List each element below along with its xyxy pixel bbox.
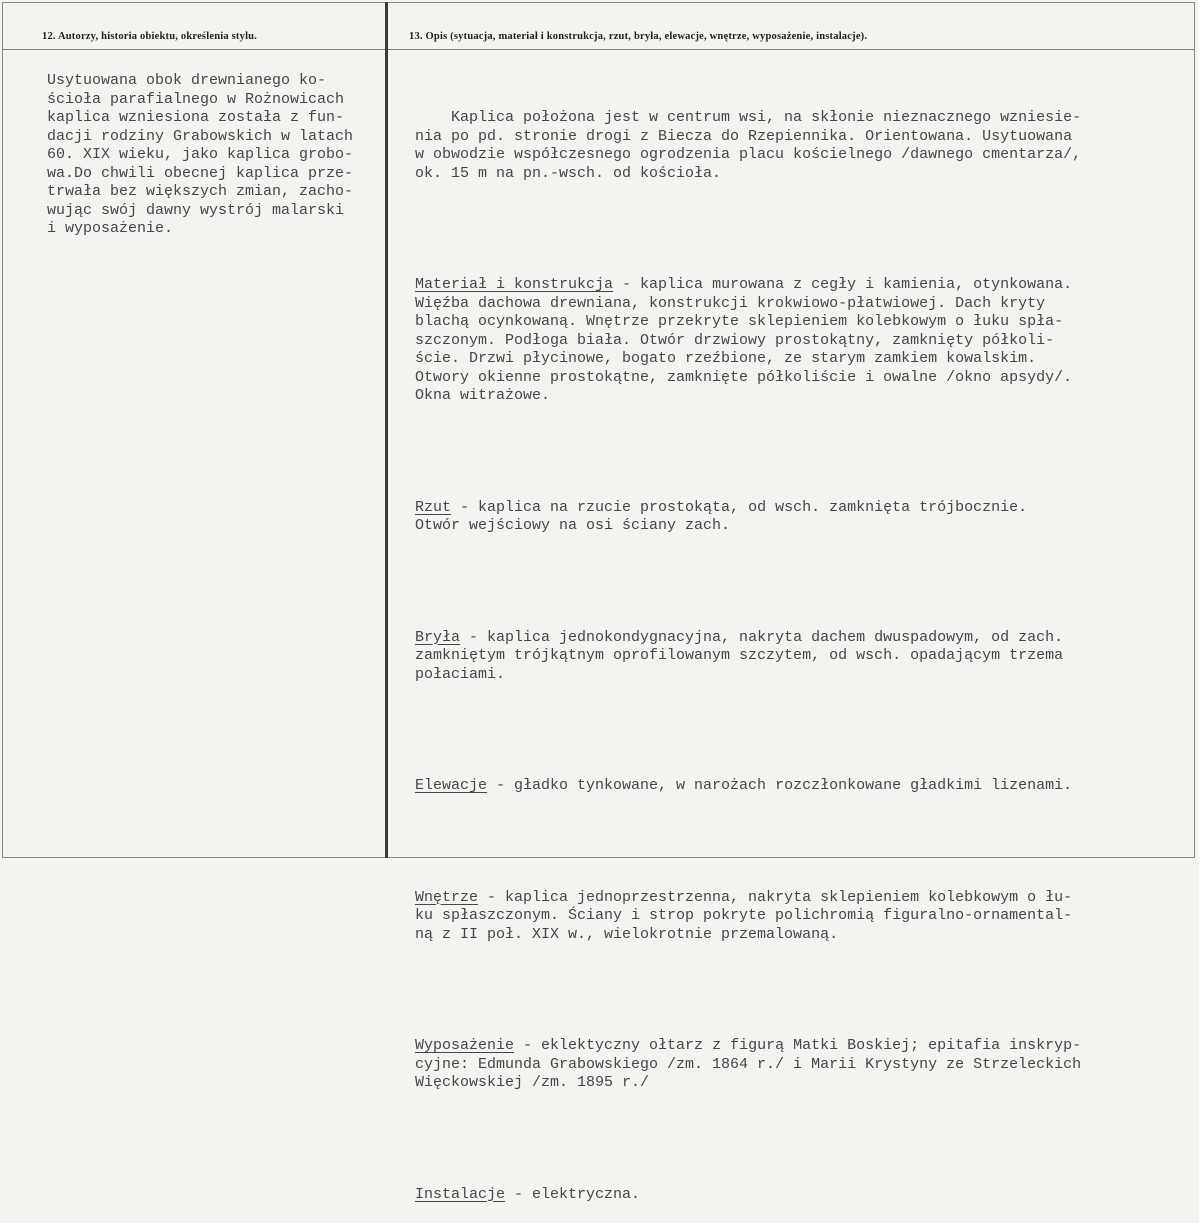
section-material [415, 276, 1081, 406]
left-column-header: 12. Autorzy, historia obiektu, określenia stylu. [42, 31, 258, 42]
description-text [415, 72, 1081, 1223]
section-interior-heading: Wnętrze [415, 888, 479, 906]
section-furnishing-heading: Wyposażenie [415, 1037, 515, 1054]
section-situation-text: Kaplica położona jest w centrum wsi, na skłonie nieznacznego wzniesie- nia po pd. stronie drogi z Biecza do Rzepiennika. Orientowana. Usytuowana w obwodzie współczesnego ogrodzenia placu kościelnego /dawnego cmentarza/, ok. 15 m na pn.-wsch. od kościoła. [415, 109, 1082, 182]
section-interior-text: - kaplica jednoprzestrzenna, nakryta sklepieniem kolebkowym o łu- ku spłaszczonym. Ściany i strop pokryte polichromią figuralno-ornamental- ną z II poł. XIX w., wielokrotnie przemalowaną. [415, 888, 1073, 943]
section-massing-heading: Bryła [415, 628, 461, 646]
history-text: Usytuowana obok drewnianego ko- ścioła parafialnego w Rożnowicach kaplica wzniesiona została z fun- dacji rodziny Grabowskich w latach 60. XIX wieku, jako kaplica grobo- wa.Do chwili obecnej kaplica prze- trwała bez większych zmian, zacho- wując swój dawny wystrój malarski i wyposażenie. [47, 72, 354, 237]
section-elevations [415, 777, 1081, 796]
section-furnishing [415, 1037, 1081, 1093]
section-installations-heading: Instalacje [415, 1185, 506, 1203]
section-plan [415, 499, 1081, 536]
section-plan-heading: Rzut [415, 498, 452, 516]
section-elevations-heading: Elewacje [415, 777, 488, 794]
right-column-header: 13. Opis (sytuacja, materiał i konstrukcja, rzut, bryła, elewacje, wnętrze, wyposażenie, instalacje). [409, 31, 868, 42]
section-interior [415, 889, 1081, 945]
section-massing [415, 629, 1081, 685]
section-plan-text: - kaplica na rzucie prostokąta, od wsch. zamknięta trójbocznie. Otwór wejściowy na osi ściany zach. [415, 498, 1028, 534]
section-installations [415, 1186, 1081, 1205]
section-material-heading: Materiał i konstrukcja [415, 276, 614, 293]
column-divider [385, 2, 388, 858]
section-material-text: - kaplica murowana z cegły i kamienia, otynkowana. Więźba dachowa drewniana, konstrukcji krokwiowo-płatwiowej. Dach kryty blachą ocynkowaną. Wnętrze przekryte sklepieniem kolebkowym o łuku spła- szczonym. Podłoga biała. Otwór drzwiowy prostokątny, zamknięty półkoli- ście. Drzwi płycinowe, bogato rzeźbione, ze starym zamkiem kowalskim. Otwory okienne prostokątne, zamknięte półkoliście i owalne /okno apsydy/. Okna witrażowe. [415, 276, 1073, 404]
section-massing-text: - kaplica jednokondygnacyjna, nakryta dachem dwuspadowym, od zach. zamkniętym trójkątnym oprofilowanym szczytem, od wsch. opadającym trzema połaciami. [415, 628, 1064, 683]
section-installations-text: - elektryczna. [505, 1185, 641, 1203]
section-elevations-text: - gładko tynkowane, w narożach rozczłonkowane gładkimi lizenami. [487, 777, 1073, 794]
section-situation [415, 109, 1081, 183]
section-furnishing-text: - eklektyczny ołtarz z figurą Matki Boskiej; epitafia inskryp- cyjne: Edmunda Grabowskiego /zm. 1864 r./ i Marii Krystyny ze Strzeleckich Więckowskiej /zm. 1895 r./ [415, 1037, 1082, 1091]
header-rule [2, 49, 1195, 50]
